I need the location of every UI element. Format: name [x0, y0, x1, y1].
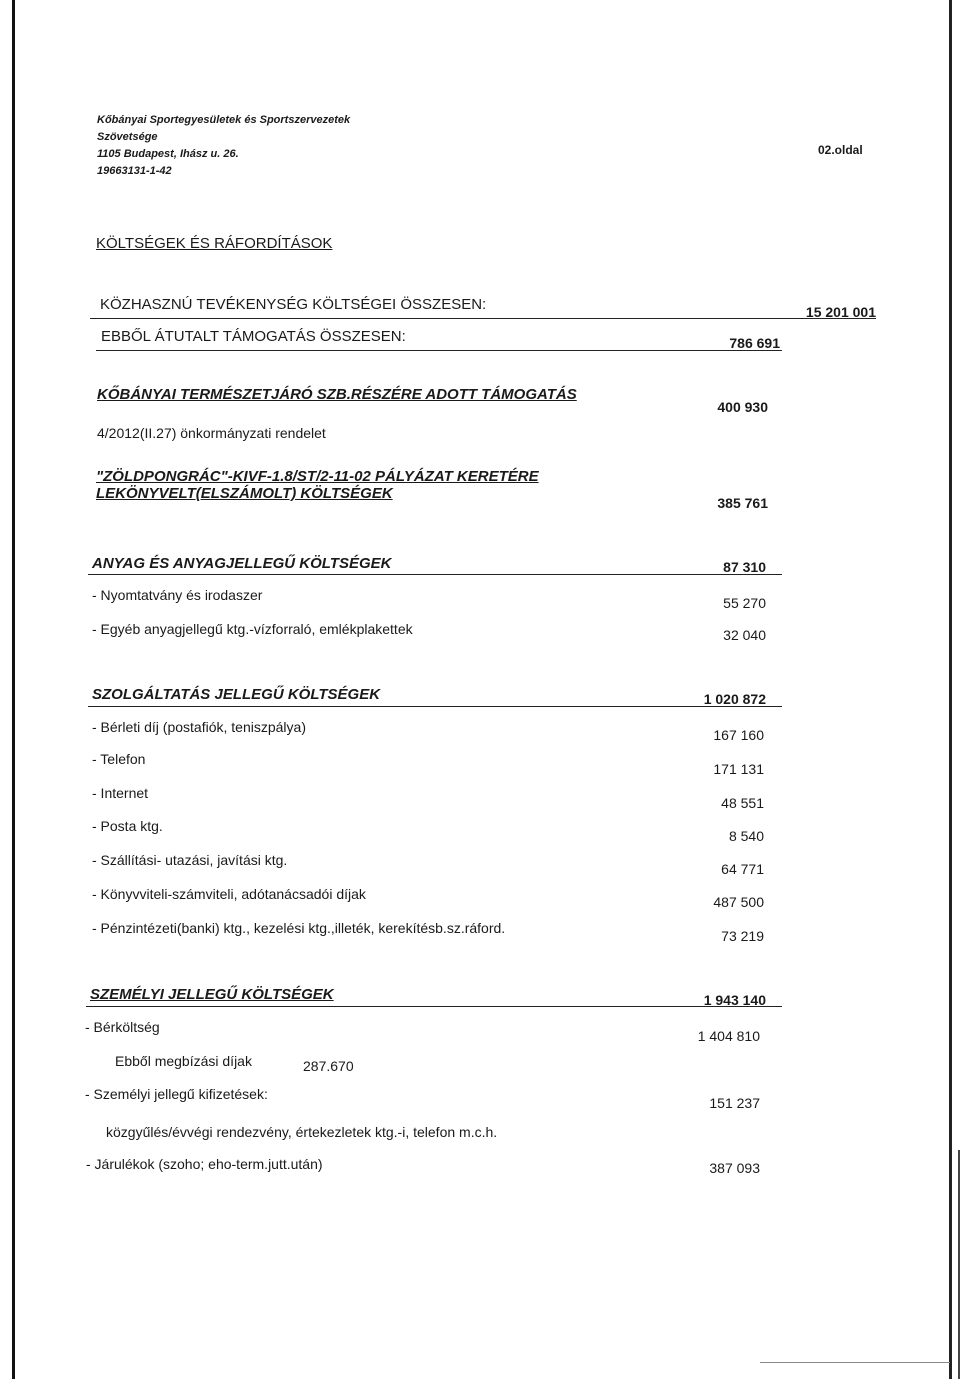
contributions-value: 387 093: [709, 1160, 760, 1176]
org-name-line1: Kőbányai Sportegyesületek és Sportszervezetek: [97, 114, 351, 126]
wage-value: 1 404 810: [697, 1028, 760, 1044]
personal-payments-value: 151 237: [709, 1095, 760, 1111]
services-item-value: 487 500: [713, 894, 764, 910]
personnel-total: 1 943 140: [703, 992, 766, 1008]
grant1-value: 400 930: [717, 399, 768, 415]
wage-label: - Bérköltség: [85, 1019, 160, 1035]
services-item-value: 73 219: [721, 928, 764, 944]
grant1-title: KŐBÁNYAI TERMÉSZETJÁRÓ SZB.RÉSZÉRE ADOTT TÁMOGATÁS: [97, 386, 577, 403]
services-item-value: 8 540: [728, 828, 764, 844]
services-item: - Könyvviteli-számviteli, adótanácsadói díjak: [92, 886, 366, 902]
personal-payments-label: - Személyi jellegű kifizetések:: [85, 1086, 268, 1102]
services-item-value: 48 551: [721, 795, 764, 811]
public-total-value: 15 201 001: [805, 304, 876, 320]
scan-edge-bottom: [760, 1362, 950, 1363]
material-item: - Nyomtatvány és irodaszer: [92, 587, 263, 603]
grant2-title-line2: LEKÖNYVELT(ELSZÁMOLT) KÖLTSÉGEK: [96, 485, 393, 502]
material-item-value: 32 040: [723, 627, 766, 643]
services-item: - Pénzintézeti(banki) ktg., kezelési ktg.,illeték, kerekítésb.sz.ráford.: [92, 920, 506, 936]
services-item-value: 167 160: [713, 727, 764, 743]
personal-payments-note: közgyűlés/évvégi rendezvény, értekezletek ktg.-i, telefon m.c.h.: [106, 1124, 498, 1140]
scan-edge-left: [12, 0, 15, 1379]
services-item: - Telefon: [92, 751, 146, 767]
public-total-label: KÖZHASZNÚ TEVÉKENYSÉG KÖLTSÉGEI ÖSSZESEN:: [100, 296, 487, 313]
material-title: ANYAG ÉS ANYAGJELLEGŰ KÖLTSÉGEK: [92, 555, 392, 572]
services-item-value: 171 131: [713, 761, 764, 777]
contributions-label: - Járulékok (szoho; eho-term.jutt.után): [86, 1156, 323, 1172]
grant2-value: 385 761: [717, 495, 768, 511]
commission-value: 287.670: [303, 1058, 354, 1074]
services-item: - Bérleti díj (postafiók, teniszpálya): [92, 719, 306, 735]
services-item: - Internet: [92, 785, 149, 801]
grant2-title-line1: "ZÖLDPONGRÁC"-KIVF-1.8/ST/2-11-02 PÁLYÁZAT KERETÉRE: [96, 468, 539, 485]
transfer-rule: [96, 350, 782, 351]
transfer-label: EBBŐL ÁTUTALT TÁMOGATÁS ÖSSZESEN:: [101, 328, 406, 345]
org-address: 1105 Budapest, Ihász u. 26.: [97, 148, 239, 160]
material-total: 87 310: [723, 559, 766, 575]
material-rule: [88, 574, 782, 575]
page-label: 02.oldal: [818, 143, 863, 157]
services-item: - Posta ktg.: [92, 818, 163, 834]
services-item: - Szállítási- utazási, javítási ktg.: [92, 852, 288, 868]
grant1-note: 4/2012(II.27) önkormányzati rendelet: [97, 425, 326, 441]
services-total: 1 020 872: [703, 691, 766, 707]
scan-edge-right: [949, 0, 952, 1379]
org-tax-id: 19663131-1-42: [97, 165, 172, 177]
org-name-line2: Szövetsége: [97, 131, 158, 143]
commission-label: Ebből megbízási díjak: [115, 1053, 252, 1069]
public-total-rule: [90, 318, 876, 319]
material-item-value: 55 270: [723, 595, 766, 611]
services-title: SZOLGÁLTATÁS JELLEGŰ KÖLTSÉGEK: [92, 686, 381, 703]
services-item-value: 64 771: [721, 861, 764, 877]
personnel-title: SZEMÉLYI JELLEGŰ KÖLTSÉGEK: [90, 986, 334, 1003]
section-title: KÖLTSÉGEK ÉS RÁFORDÍTÁSOK: [96, 235, 333, 252]
material-item: - Egyéb anyagjellegű ktg.-vízforraló, emlékplakettek: [92, 621, 413, 637]
transfer-value: 786 691: [729, 335, 780, 351]
